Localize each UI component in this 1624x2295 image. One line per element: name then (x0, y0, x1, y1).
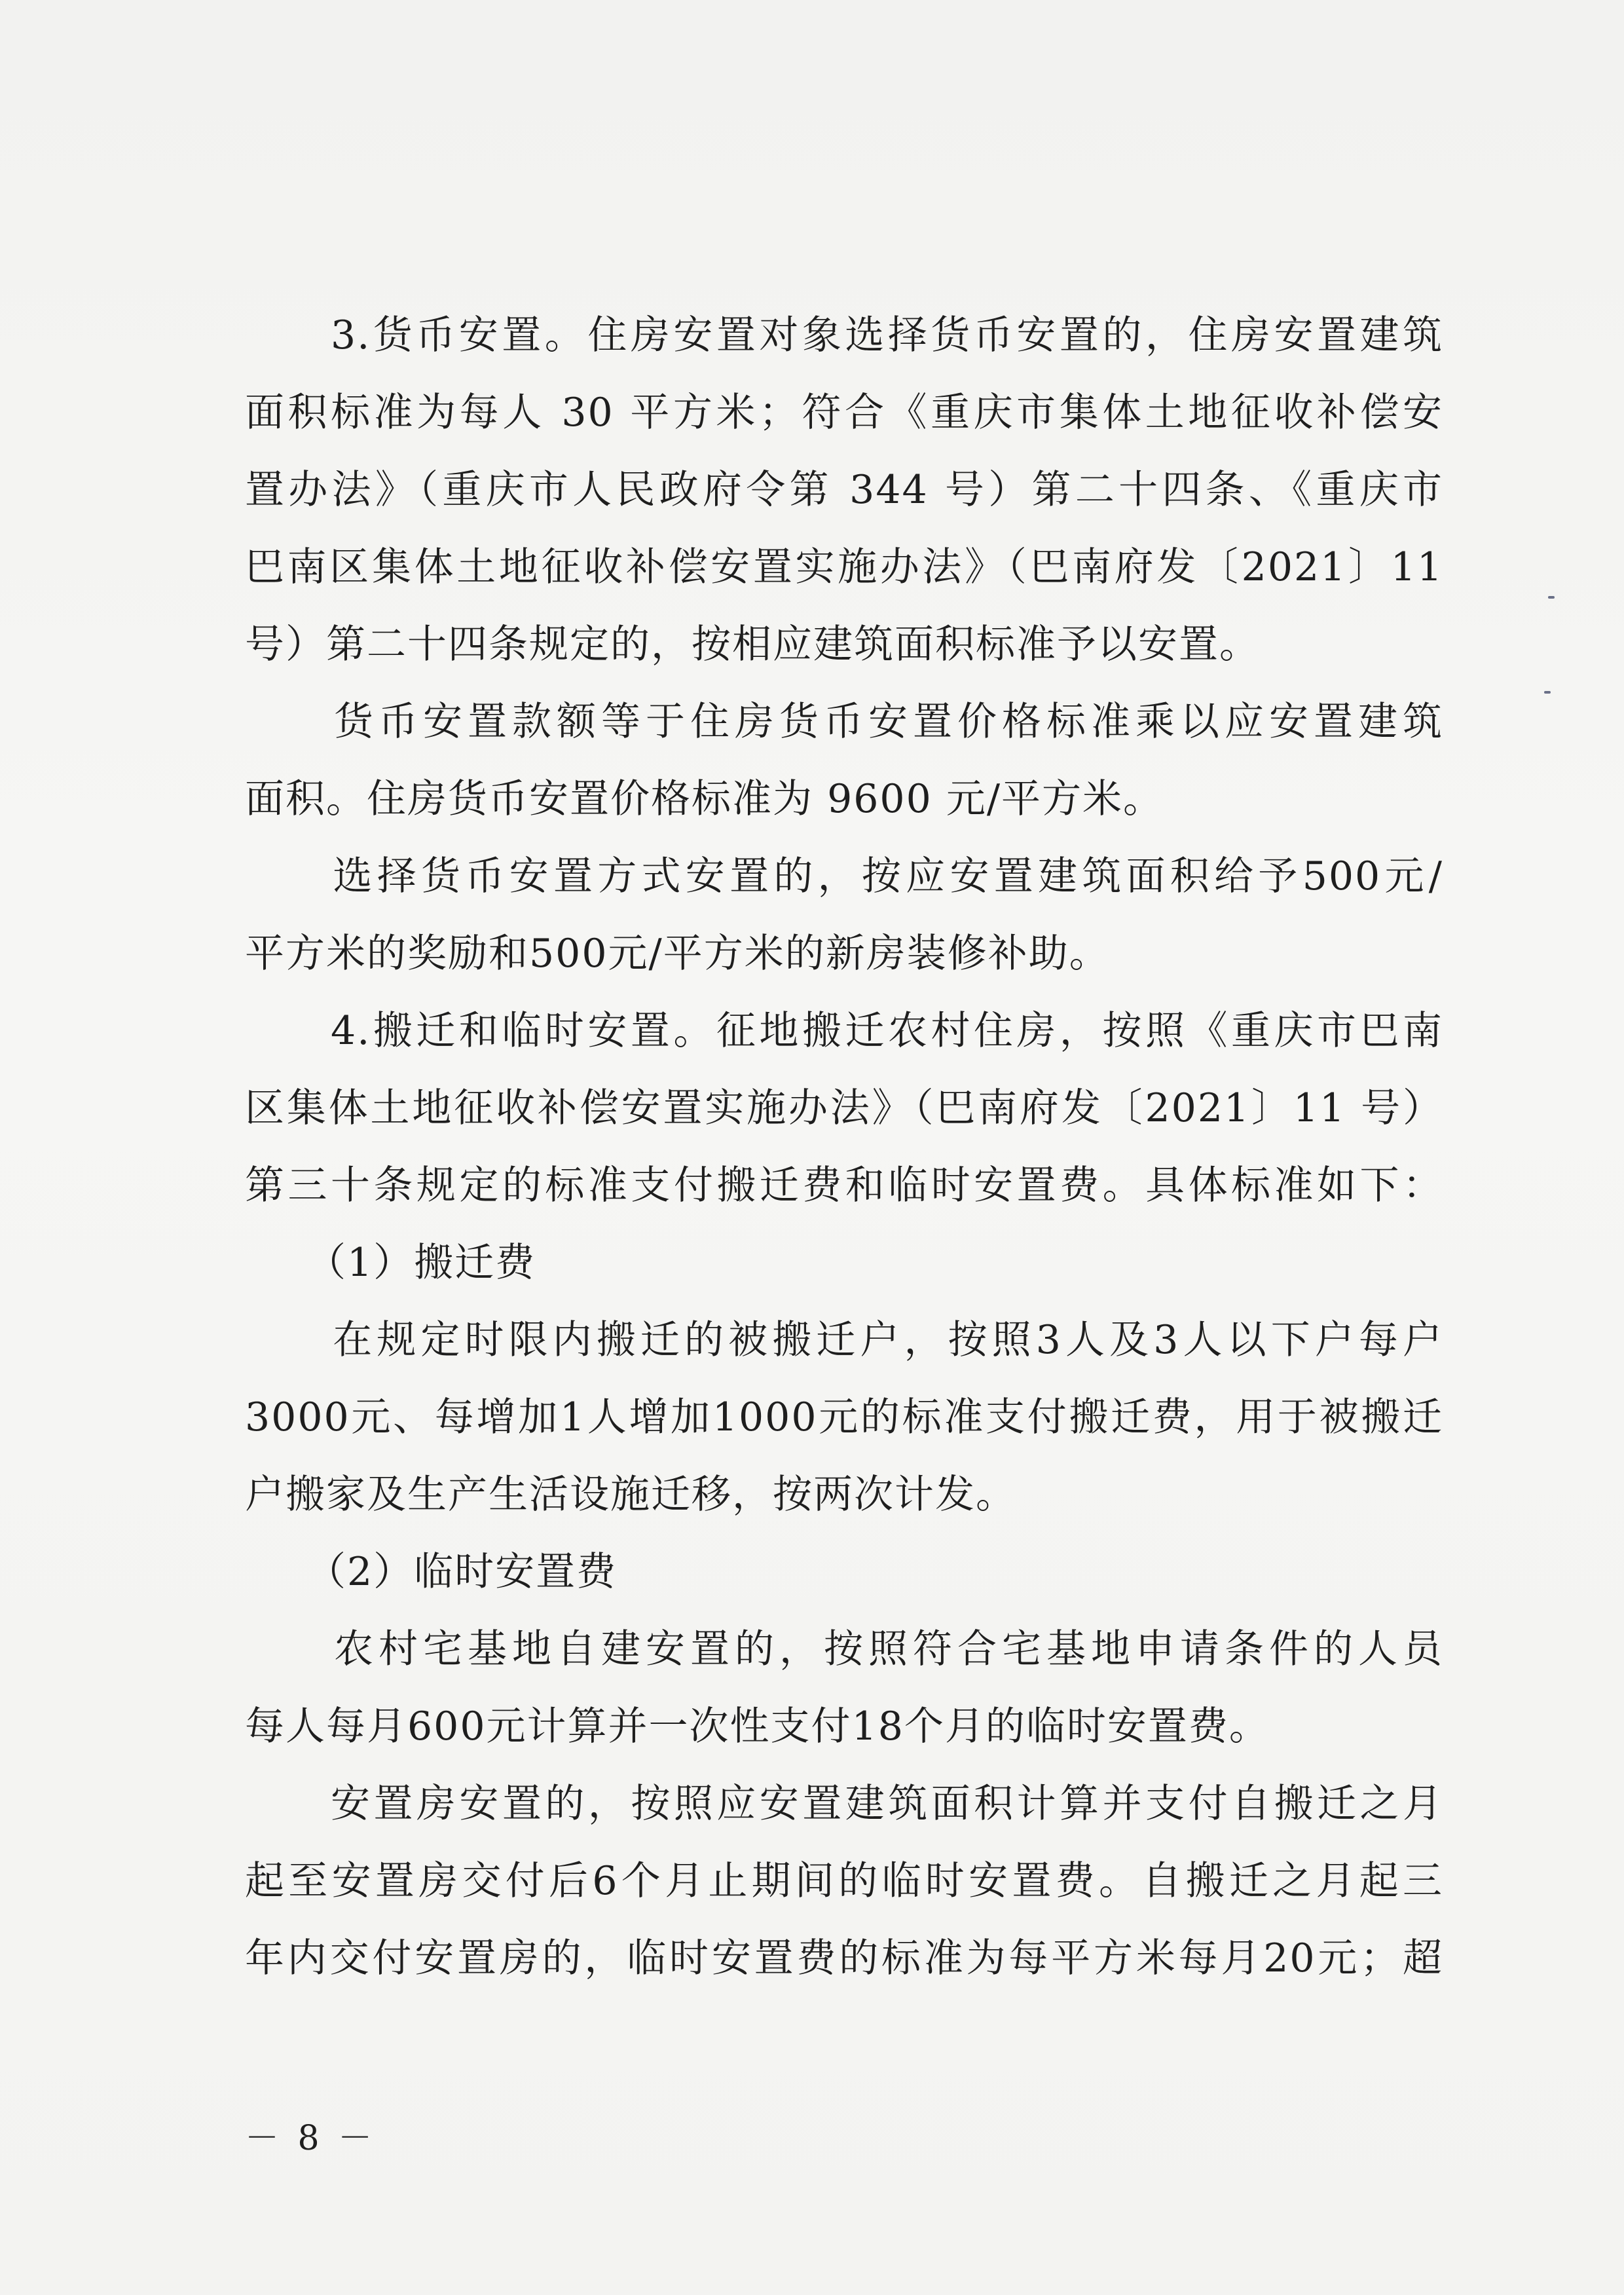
body-line: 3000元、每增加1人增加1000元的标准支付搬迁费，用于被搬迁 (245, 1394, 1443, 1440)
body-line: 起至安置房交付后6个月止期间的临时安置费。自搬迁之月起三 (245, 1858, 1443, 1904)
body-line: 货币安置款额等于住房货币安置价格标准乘以应安置建筑 (245, 699, 1443, 745)
scan-speck (1544, 691, 1551, 694)
body-line: 置办法》（重庆市人民政府令第 344 号）第二十四条、《重庆市 (245, 467, 1443, 513)
body-line: 4.搬迁和临时安置。征地搬迁农村住房，按照《重庆市巴南 (245, 1008, 1443, 1054)
body-line: 户搬家及生产生活设施迁移，按两次计发。 (245, 1472, 1016, 1518)
body-line: 在规定时限内搬迁的被搬迁户，按照3人及3人以下户每户 (245, 1317, 1443, 1363)
page-number: － 8 － (245, 2119, 377, 2158)
section-heading: （1）搬迁费 (245, 1240, 536, 1286)
section-heading: （2）临时安置费 (245, 1549, 618, 1595)
scan-speck (1548, 596, 1555, 599)
body-line: 号）第二十四条规定的，按相应建筑面积标准予以安置。 (245, 622, 1260, 667)
body-line: 3.货币安置。住房安置对象选择货币安置的，住房安置建筑 (245, 312, 1443, 358)
body-line: 选择货币安置方式安置的，按应安置建筑面积给予500元/ (245, 853, 1443, 899)
body-line: 每人每月600元计算并一次性支付18个月的临时安置费。 (245, 1704, 1270, 1749)
body-line: 第三十条规定的标准支付搬迁费和临时安置费。具体标准如下： (245, 1163, 1443, 1208)
body-line: 平方米的奖励和500元/平方米的新房装修补助。 (245, 931, 1110, 977)
body-line: 面积。住房货币安置价格标准为 9600 元/平方米。 (245, 776, 1164, 822)
body-line: 区集体土地征收补偿安置实施办法》（巴南府发〔2021〕11 号） (245, 1085, 1443, 1131)
body-line: 年内交付安置房的，临时安置费的标准为每平方米每月20元；超 (245, 1935, 1443, 1981)
body-line: 巴南区集体土地征收补偿安置实施办法》（巴南府发〔2021〕11 (245, 544, 1443, 590)
body-line: 安置房安置的，按照应安置建筑面积计算并支付自搬迁之月 (245, 1781, 1443, 1827)
body-line: 面积标准为每人 30 平方米；符合《重庆市集体土地征收补偿安 (245, 390, 1443, 436)
body-line: 农村宅基地自建安置的，按照符合宅基地申请条件的人员 (245, 1626, 1443, 1672)
